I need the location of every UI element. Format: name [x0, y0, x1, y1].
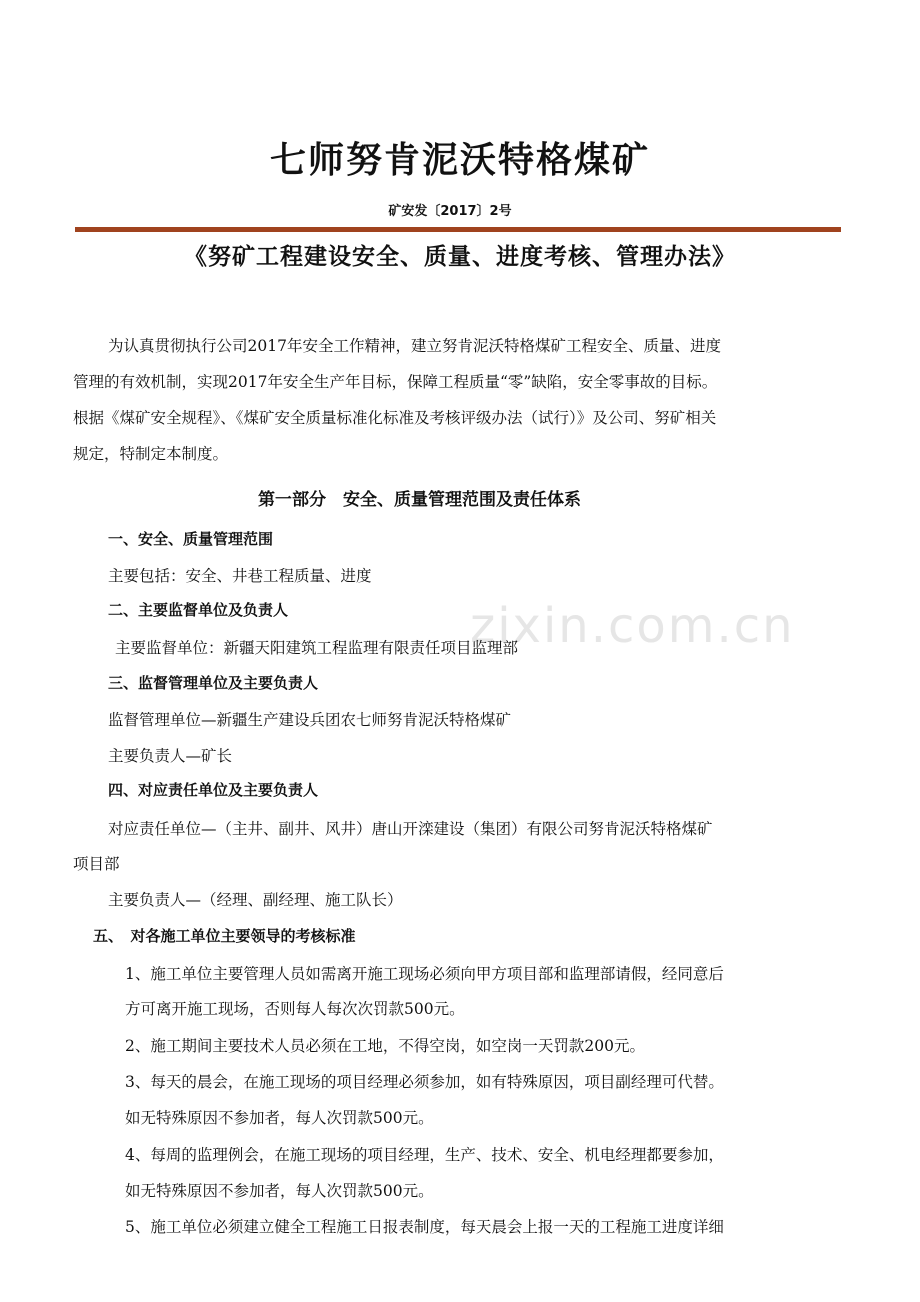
section3-text-2: 主要负责人—矿长 [108, 747, 233, 765]
section5-heading: 五、 对各施工单位主要领导的考核标准 [93, 927, 356, 945]
section3-text-1: 监督管理单位—新疆生产建设兵团农七师努肯泥沃特格煤矿 [108, 711, 512, 729]
item-4-line-1: 4、每周的监理例会，在施工现场的项目经理，生产、技术、安全、机电经理都要参加， [125, 1146, 724, 1164]
section4-text-1a: 对应责任单位—（主井、副井、风井）唐山开滦建设（集团）有限公司努肯泥沃特格煤矿 [108, 820, 713, 838]
section4-text-2: 主要负责人—（经理、副经理、施工队长） [108, 891, 403, 909]
section2-heading: 二、主要监督单位及负责人 [108, 601, 289, 619]
item-1-line-2: 方可离开施工现场，否则每人每次次罚款500元。 [125, 1000, 465, 1018]
section2-text: 主要监督单位：新疆天阳建筑工程监理有限责任项目监理部 [115, 639, 519, 657]
section4-text-1b: 项目部 [73, 855, 120, 873]
intro-line-4: 规定，特制定本制度。 [73, 445, 229, 463]
item-2-line-1: 2、施工期间主要技术人员必须在工地，不得空岗，如空岗一天罚款200元。 [125, 1037, 645, 1055]
intro-line-2: 管理的有效机制，实现2017年安全生产年目标，保障工程质量“零”缺陷，安全零事故的目标。 [73, 373, 718, 391]
item-4-line-2: 如无特殊原因不参加者，每人次罚款500元。 [125, 1182, 434, 1200]
item-3-line-1: 3、每天的晨会，在施工现场的项目经理必须参加，如有特殊原因，项目副经理可代替。 [125, 1073, 724, 1091]
header-rule [75, 227, 841, 232]
item-5-line-1: 5、施工单位必须建立健全工程施工日报表制度，每天晨会上报一天的工程施工进度详细 [125, 1218, 724, 1236]
intro-line-3: 根据《煤矿安全规程》、《煤矿安全质量标准化标准及考核评级办法（试行）》及公司、努矿相关 [73, 409, 717, 427]
document-title: 七师努肯泥沃特格煤矿 [269, 140, 650, 181]
section1-text: 主要包括：安全、井巷工程质量、进度 [108, 567, 372, 585]
part1-heading: 第一部分 安全、质量管理范围及责任体系 [258, 490, 581, 510]
watermark: zixin.com.cn [470, 598, 795, 654]
document-number: 矿安发〔2017〕2号 [388, 204, 512, 219]
section4-heading: 四、对应责任单位及主要负责人 [108, 781, 319, 799]
item-1-line-1: 1、施工单位主要管理人员如需离开施工现场必须向甲方项目部和监理部请假，经同意后 [125, 965, 724, 983]
section3-heading: 三、监督管理单位及主要负责人 [108, 674, 319, 692]
section1-heading: 一、安全、质量管理范围 [108, 530, 274, 548]
intro-line-1: 为认真贯彻执行公司2017年安全工作精神，建立努肯泥沃特格煤矿工程安全、质量、进度 [108, 337, 721, 355]
item-3-line-2: 如无特殊原因不参加者，每人次罚款500元。 [125, 1109, 434, 1127]
document-subtitle: 《努矿工程建设安全、质量、进度考核、管理办法》 [184, 244, 736, 270]
